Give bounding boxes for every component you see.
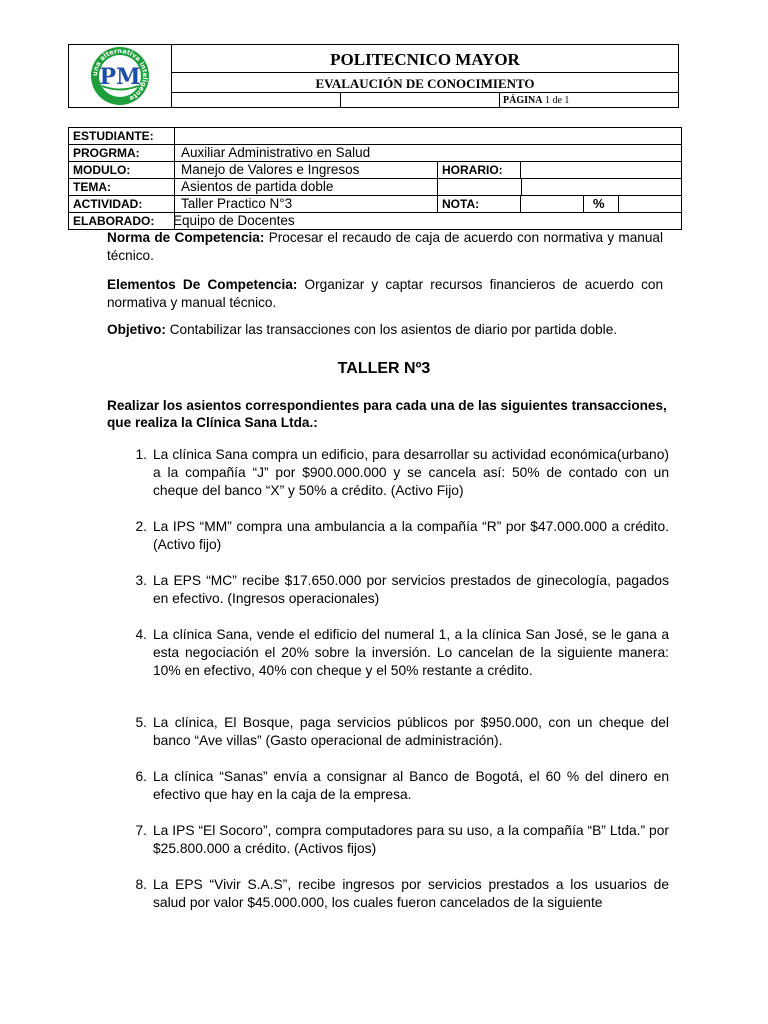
objetivo-paragraph [107,321,663,339]
page-value: 1 de 1 [544,95,570,106]
cell-divider [437,179,438,195]
row-modulo [68,161,682,179]
svg-text:una alternativa inteligente: una alternativa inteligente [90,46,150,103]
nota-label: NOTA: [437,196,521,212]
item-number: 7. [135,823,147,838]
modulo-label: MODULO: [69,162,175,178]
item-number: 1. [135,447,147,462]
norma-label: Norma de Competencia: [107,230,265,245]
cell-divider [521,179,522,195]
elementos-label: Elementos De Competencia: [107,277,298,292]
item-number: 8. [135,877,147,892]
taller-title: TALLER Nº3 [337,360,431,377]
elementos-paragraph [107,276,663,312]
item-number: 3. [135,573,147,588]
actividad-value: Taller Practico N°3 [181,196,293,211]
item-number: 5. [135,715,147,730]
item-number: 4. [135,627,147,642]
cell-divider [618,196,619,212]
tema-label: TEMA: [69,179,175,195]
cell-divider [583,196,584,212]
item-text: La IPS “El Socoro”, compra computadores para su uso, a la compañía “B” Ltda.” por $25.800.000 a crédito. (Activos fijos) [153,823,669,856]
row-programa [68,144,682,162]
row-actividad [68,195,682,213]
page-label: PÁGINA [503,95,543,106]
document-subtitle: EVALAUCIÓN DE CONOCIMIENTO [171,72,679,93]
elaborado-value: Equipo de Docentes [173,213,295,228]
elementos-text: Organizar y captar recursos financieros de acuerdo con normativa y manual técnico. [107,277,664,310]
item-text: La IPS “MM” compra una ambulancia a la compañía “R” por $47.000.000 a crédito. (Activo fijo) [153,519,669,552]
header-empty-cell [171,92,341,108]
item-text: La EPS “Vivir S.A.S”, recibe ingresos por servicios prestados a los usuarios de salud por valor $45.000.000, los cuales fueron cancelados de la siguiente [153,877,669,910]
nota-percent: % [593,196,605,211]
horario-label: HORARIO: [437,162,521,178]
programa-label: PROGRMA: [69,145,175,161]
item-text: La clínica, El Bosque, paga servicios públicos por $950.000, con un cheque del banco “Ave villas” (Gasto operacional de administración). [153,715,669,748]
institution-logo [69,45,171,107]
item-text: La EPS “MC” recibe $17.650.000 por servicios prestados de ginecología, pagados en efectivo. (Ingresos operacionales) [153,573,669,606]
tema-value: Asientos de partida doble [181,179,334,194]
row-estudiante [68,127,682,145]
item-text: La clínica Sana, vende el edificio del numeral 1, a la clínica San José, se le gana a esta negociación el 20% sobre la inversión. Lo cancelan de la siguiente manera: 10% en efectivo, 40% con cheque y el 50% restante a crédito. [153,627,669,678]
header-empty-cell [340,92,500,108]
row-tema [68,178,682,196]
row-elaborado [68,212,682,230]
estudiante-label: ESTUDIANTE: [69,128,175,144]
item-number: 2. [135,519,147,534]
item-text: La clínica Sana compra un edificio, para desarrollar su actividad económica(urbano) a la compañía “J” por $900.000.000 y se cancela así: 50% de contado con un cheque del banco “X” y 50% a crédito. (Activo Fijo) [153,447,669,498]
actividad-label: ACTIVIDAD: [69,196,175,212]
elaborado-label: ELABORADO: [69,213,175,229]
instruction-text: Realizar los asientos correspondientes para cada una de las siguientes transacciones, que realiza la Clínica Sana Ltda.: [107,398,667,430]
programa-value: Auxiliar Administrativo en Salud [181,145,371,160]
item-text: La clínica “Sanas” envía a consignar al Banco de Bogotá, el 60 % del dinero en efectivo que hay en la caja de la empresa. [153,769,669,802]
modulo-value: Manejo de Valores e Ingresos [181,162,360,177]
document-title: POLITECNICO MAYOR [171,44,679,73]
page-indicator [499,92,679,108]
logo-cell [68,44,172,108]
objetivo-label: Objetivo: [107,322,166,337]
svg-text:PM: PM [99,64,141,90]
objetivo-text: Contabilizar las transacciones con los asientos de diario por partida doble. [169,322,618,337]
norma-paragraph [107,229,663,265]
item-number: 6. [135,769,147,784]
norma-text: Procesar el recaudo de caja de acuerdo con normativa y manual técnico. [107,230,663,263]
